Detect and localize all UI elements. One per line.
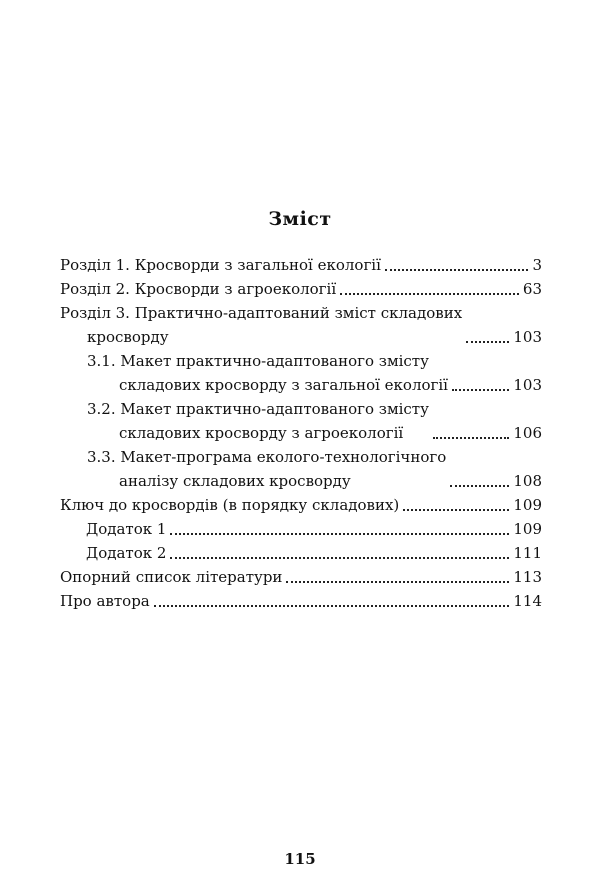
- dot-leader: [170, 557, 509, 559]
- toc-entry-label-line-1: 3.3. Макет-програма еколого-технологічного: [87, 448, 447, 466]
- toc-entry-label-line-2: кросворду: [87, 328, 169, 346]
- toc-entry-key: [60, 493, 542, 517]
- toc-entry-page: 3: [532, 256, 542, 274]
- toc-entry-page: 111: [513, 544, 542, 562]
- toc-entry-page: 103: [513, 328, 542, 346]
- toc-entry-page: 63: [522, 280, 542, 298]
- toc-entry-label: Ключ до кросвордів (в порядку складових): [60, 496, 400, 514]
- toc-entry-page: 106: [513, 424, 542, 442]
- toc-entry-section-3-1: [60, 349, 542, 397]
- toc-entry-page: 109: [513, 520, 542, 538]
- toc-entry-chapter-1: [60, 253, 542, 277]
- toc-entry-label: Опорний список літератури: [60, 568, 283, 586]
- toc-entry-page: 113: [513, 568, 542, 586]
- toc-entry-section-3-3: [60, 445, 542, 493]
- dot-leader: [286, 581, 509, 583]
- toc-entry-label-line-1: 3.1. Макет практично-адаптованого змісту: [87, 352, 429, 370]
- toc-entry-page: 109: [513, 496, 542, 514]
- toc-entry-page: 103: [513, 376, 542, 394]
- toc-entry-about-author: [60, 589, 542, 613]
- toc-entry-chapter-2: [60, 277, 542, 301]
- dot-leader: [466, 341, 509, 343]
- toc-entry-page: 114: [513, 592, 542, 610]
- table-of-contents: [60, 253, 542, 613]
- toc-entry-page: 108: [513, 472, 542, 490]
- toc-entry-label-line-2: складових кросворду з агроекології: [119, 424, 404, 442]
- toc-entry-label-line-1: Розділ 3. Практично-адаптований зміст складових: [60, 304, 463, 322]
- toc-entry-label: Розділ 2. Кросворди з агроекології: [60, 280, 337, 298]
- dot-leader: [170, 533, 509, 535]
- toc-entry-appendix-1: [60, 517, 542, 541]
- toc-entry-label: Розділ 1. Кросворди з загальної екології: [60, 256, 381, 274]
- toc-entry-label: Додаток 2: [86, 544, 167, 562]
- dot-leader: [403, 509, 509, 511]
- toc-title: Зміст: [268, 208, 332, 230]
- toc-entry-label-line-2: аналізу складових кросворду: [119, 472, 351, 490]
- dot-leader: [385, 269, 529, 271]
- toc-entry-section-3-2: [60, 397, 542, 445]
- toc-entry-label-line-1: 3.2. Макет практично-адаптованого змісту: [87, 400, 429, 418]
- dot-leader: [450, 485, 509, 487]
- toc-entry-chapter-3: [60, 301, 542, 349]
- dot-leader: [433, 437, 509, 439]
- dot-leader: [452, 389, 509, 391]
- toc-entry-label-line-2: складових кросворду з загальної екології: [119, 376, 448, 394]
- toc-entry-label: Про автора: [60, 592, 150, 610]
- dot-leader: [340, 293, 519, 295]
- dot-leader: [154, 605, 510, 607]
- page-number: 115: [284, 850, 316, 868]
- toc-entry-label: Додаток 1: [86, 520, 167, 538]
- toc-entry-appendix-2: [60, 541, 542, 565]
- toc-entry-references: [60, 565, 542, 589]
